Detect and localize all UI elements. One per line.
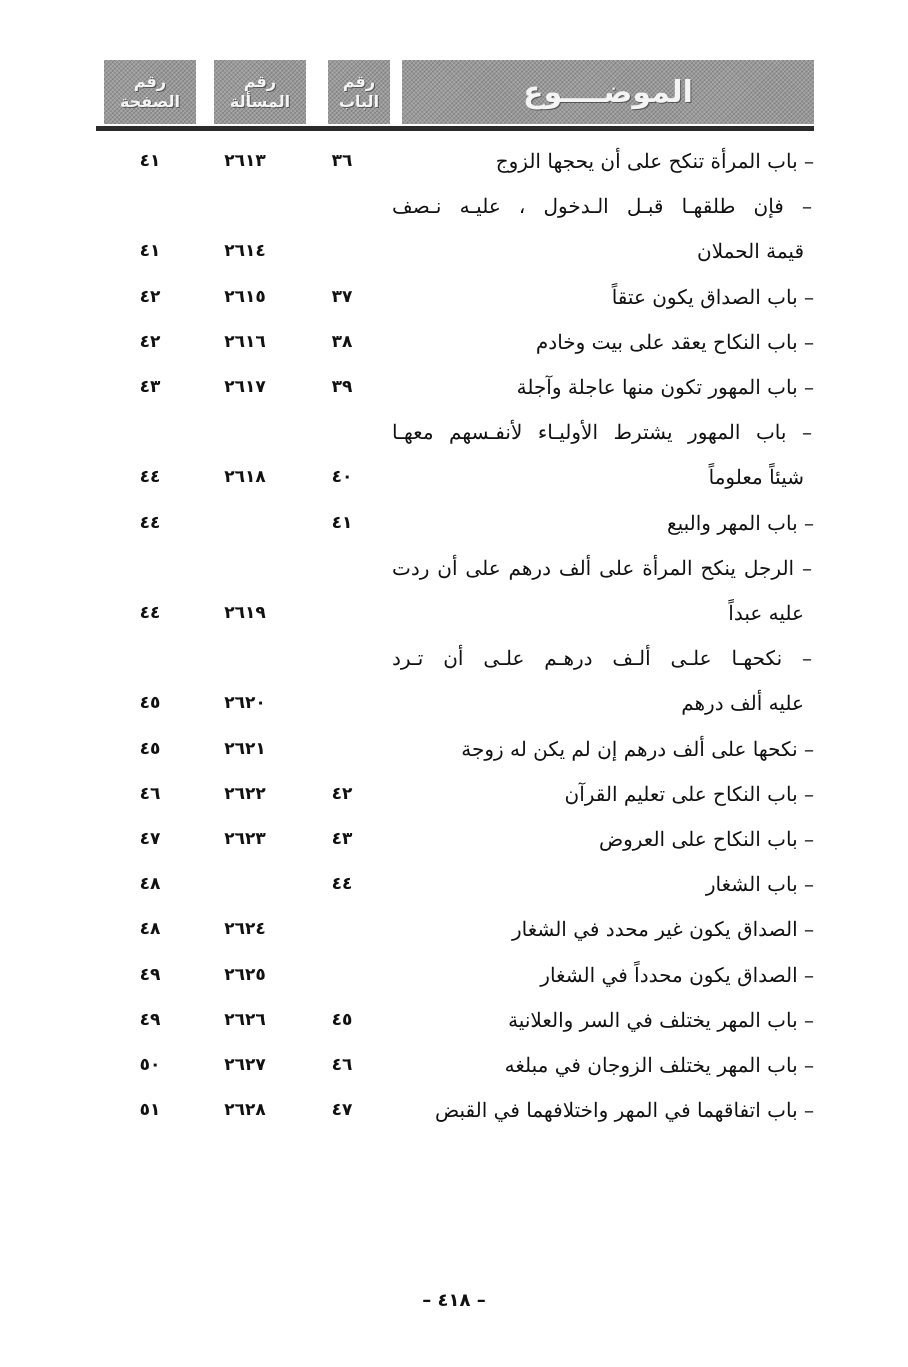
row-topic: عليه ألف درهم xyxy=(681,691,804,715)
row-topic: – باب المهور تكون منها عاجلة وآجلة xyxy=(516,375,814,399)
row-page-number: ٤٢ xyxy=(139,332,161,352)
row-page-number: ٤١ xyxy=(139,241,161,261)
row-topic: – باب المهر والبيع xyxy=(666,511,814,535)
row-issue-number: ٢٦١٦ xyxy=(224,332,266,352)
row-issue-number: ٢٦١٩ xyxy=(224,603,266,623)
row-page-number: ٤٥ xyxy=(139,739,161,759)
row-chapter-number: ٤٧ xyxy=(331,1100,353,1120)
row-chapter-number: ٤٢ xyxy=(331,784,353,804)
row-chapter-number: ٣٧ xyxy=(331,287,353,307)
row-topic: – باب المهر يختلف في السر والعلانية xyxy=(508,1008,814,1032)
row-issue-number: ٢٦١٤ xyxy=(224,241,266,261)
row-chapter-number: ٤٤ xyxy=(331,874,353,894)
row-page-number: ٤٦ xyxy=(139,784,161,804)
row-topic: قيمة الحملان xyxy=(697,239,804,263)
row-chapter-number: ٤٠ xyxy=(331,467,353,487)
row-topic: – باب اتفاقهما في المهر واختلافهما في القبض xyxy=(435,1098,814,1122)
row-page-number: ٤٣ xyxy=(139,377,161,397)
page-number: – ٤١٨ – xyxy=(422,1290,486,1311)
row-page-number: ٤٨ xyxy=(139,919,161,939)
row-topic: شيئاً معلوماً xyxy=(708,465,804,489)
row-chapter-number: ٤٥ xyxy=(331,1010,353,1030)
row-topic: – باب النكاح على العروض xyxy=(598,827,814,851)
row-page-number: ٤٧ xyxy=(139,829,161,849)
row-chapter-number: ٣٦ xyxy=(331,151,353,171)
row-topic: – باب المهر يختلف الزوجان في مبلغه xyxy=(504,1053,814,1077)
row-page-number: ٤٤ xyxy=(139,603,161,623)
row-page-number: ٤٩ xyxy=(139,1010,161,1030)
row-issue-number: ٢٦٢٨ xyxy=(224,1100,266,1120)
header-page-number: رقم الصفحة xyxy=(104,60,196,124)
row-topic: – الصداق يكون محدداً في الشغار xyxy=(540,963,814,987)
row-topic: – نكحها على ألف درهم إن لم يكن له زوجة xyxy=(461,737,814,761)
row-chapter-number: ٣٩ xyxy=(331,377,353,397)
row-issue-number: ٢٦٢٥ xyxy=(224,965,266,985)
row-chapter-number: ٤١ xyxy=(331,513,353,533)
row-topic: – باب الشغار xyxy=(705,872,814,896)
row-chapter-number: ٤٣ xyxy=(331,829,353,849)
row-page-number: ٤٤ xyxy=(139,513,161,533)
row-page-number: ٤١ xyxy=(139,151,161,171)
row-issue-number: ٢٦٢٧ xyxy=(224,1055,266,1075)
row-topic: – الصداق يكون غير محدد في الشغار xyxy=(511,917,814,941)
row-topic: – باب النكاح يعقد على بيت وخادم xyxy=(535,330,814,354)
row-chapter-number: ٣٨ xyxy=(331,332,353,352)
header-issue-number: رقم المسألة xyxy=(214,60,306,124)
row-issue-number: ٢٦٢٣ xyxy=(224,829,266,849)
row-page-number: ٤٢ xyxy=(139,287,161,307)
row-topic: – باب المرأة تنكح على أن يحجها الزوج xyxy=(495,149,814,173)
row-page-number: ٥٠ xyxy=(139,1055,161,1075)
row-issue-number: ٢٦١٨ xyxy=(224,467,266,487)
row-topic: – فإن طلقهـا قبـل الـدخول ، عليـه نـصف xyxy=(392,194,812,218)
row-topic: – باب المهور يشترط الأوليـاء لأنفـسهم معهـا xyxy=(392,420,812,444)
row-page-number: ٥١ xyxy=(139,1100,161,1120)
row-topic: – باب النكاح على تعليم القرآن xyxy=(564,782,814,806)
row-page-number: ٤٥ xyxy=(139,693,161,713)
header-chapter-number: رقم الباب xyxy=(328,60,390,124)
row-page-number: ٤٨ xyxy=(139,874,161,894)
row-topic: – باب الصداق يكون عتقاً xyxy=(611,285,814,309)
row-issue-number: ٢٦٢٢ xyxy=(224,784,266,804)
row-chapter-number: ٤٦ xyxy=(331,1055,353,1075)
row-topic: عليه عبداً xyxy=(728,601,804,625)
row-issue-number: ٢٦٢٦ xyxy=(224,1010,266,1030)
row-page-number: ٤٩ xyxy=(139,965,161,985)
row-topic: – نكحهـا علـى ألـف درهـم علـى أن تـرد xyxy=(392,646,812,670)
row-issue-number: ٢٦١٥ xyxy=(224,287,266,307)
row-issue-number: ٢٦٢٤ xyxy=(224,919,266,939)
row-issue-number: ٢٦١٣ xyxy=(224,151,266,171)
row-issue-number: ٢٦٢٠ xyxy=(224,693,266,713)
row-topic: – الرجل ينكح المرأة على ألف درهم على أن ردت xyxy=(392,556,812,580)
header-topic: الموضــــوع xyxy=(402,60,814,124)
row-issue-number: ٢٦٢١ xyxy=(224,739,266,759)
row-page-number: ٤٤ xyxy=(139,467,161,487)
row-issue-number: ٢٦١٧ xyxy=(224,377,266,397)
